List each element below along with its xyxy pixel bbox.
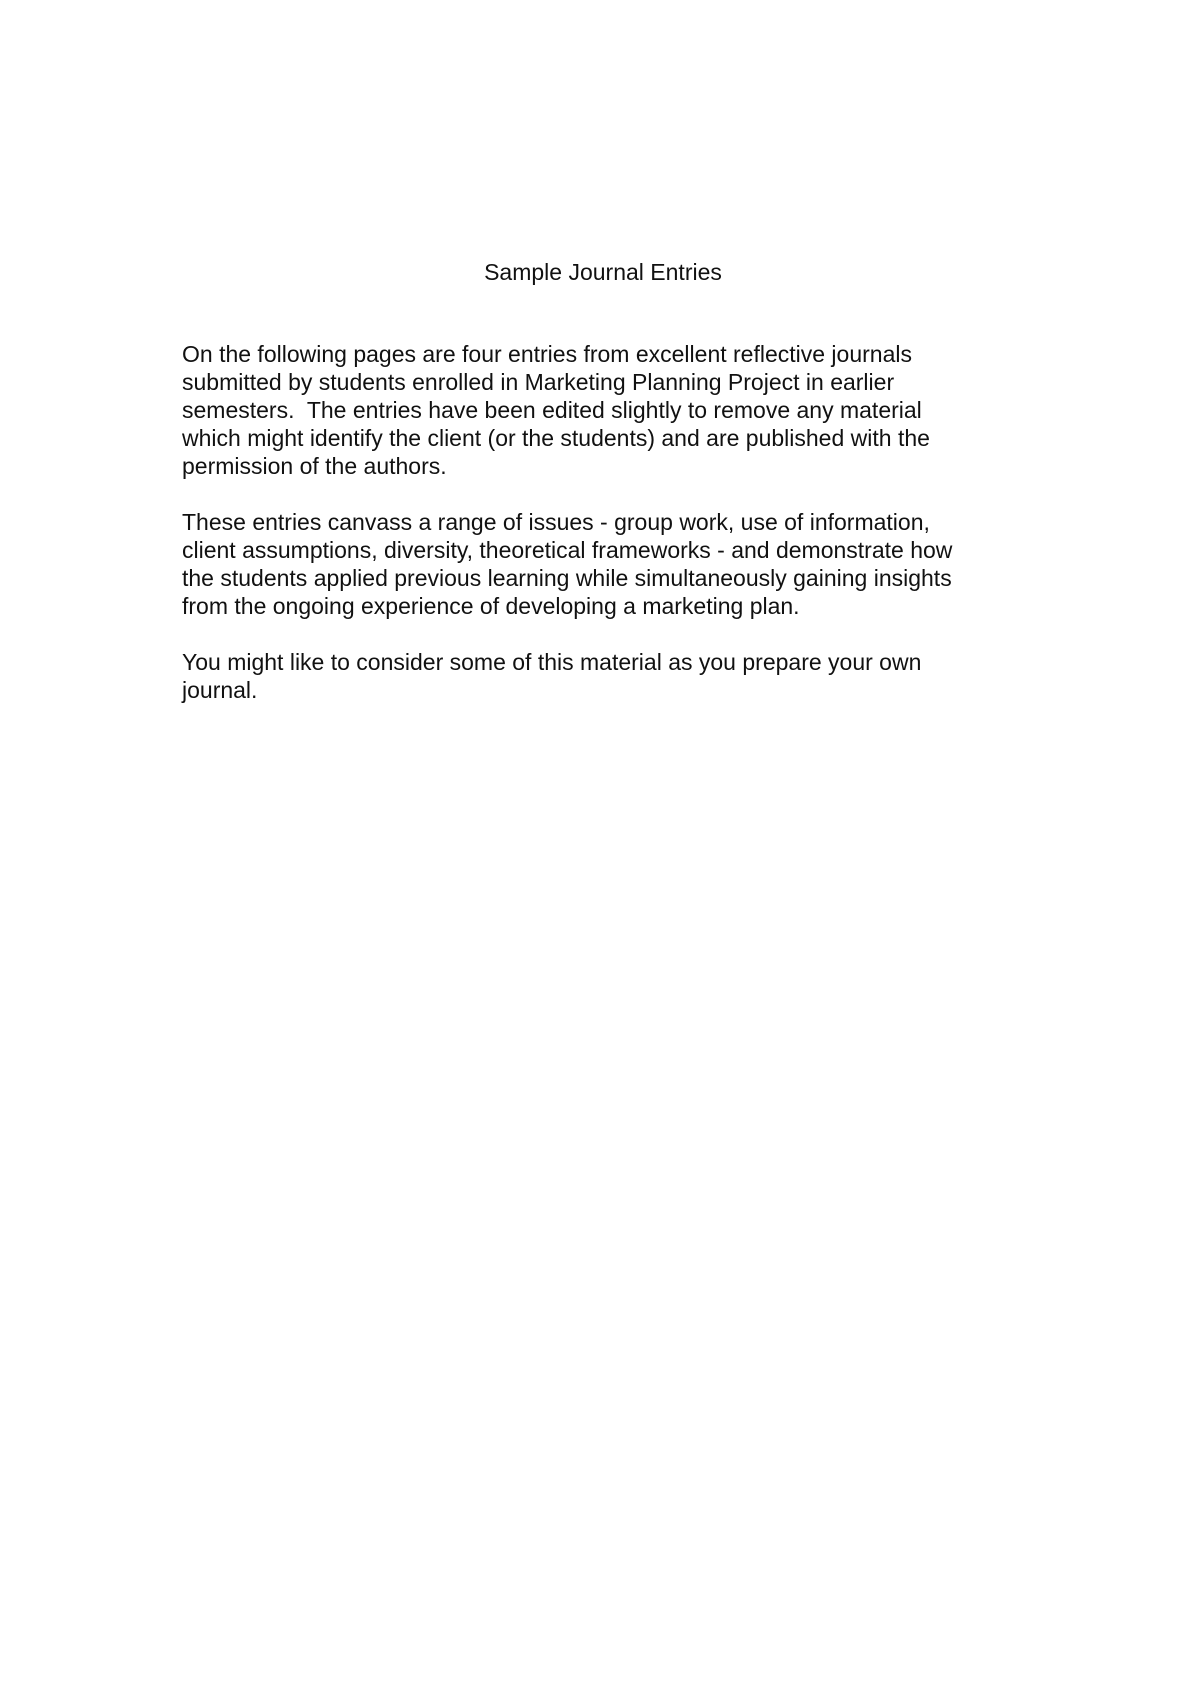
- text-line: the students applied previous learning while simultaneously gaining insights: [182, 565, 952, 591]
- paragraph-issues: [182, 508, 1002, 620]
- text-line: permission of the authors.: [182, 453, 447, 479]
- text-line: client assumptions, diversity, theoretical frameworks - and demonstrate how: [182, 537, 953, 563]
- paragraph-closing: [182, 648, 1002, 704]
- paragraph-intro: [182, 340, 1002, 480]
- page-title: Sample Journal Entries: [484, 259, 722, 285]
- document-body: [182, 340, 1002, 732]
- text-line: submitted by students enrolled in Marketing Planning Project in earlier: [182, 369, 895, 395]
- text-line: journal.: [182, 677, 258, 703]
- text-line: semesters. The entries have been edited slightly to remove any material: [182, 397, 922, 423]
- text-line: from the ongoing experience of developing a marketing plan.: [182, 593, 800, 619]
- text-line: which might identify the client (or the students) and are published with the: [182, 425, 930, 451]
- text-line: On the following pages are four entries from excellent reflective journals: [182, 341, 912, 367]
- text-line: These entries canvass a range of issues - group work, use of information,: [182, 509, 930, 535]
- text-line: You might like to consider some of this material as you prepare your own: [182, 649, 922, 675]
